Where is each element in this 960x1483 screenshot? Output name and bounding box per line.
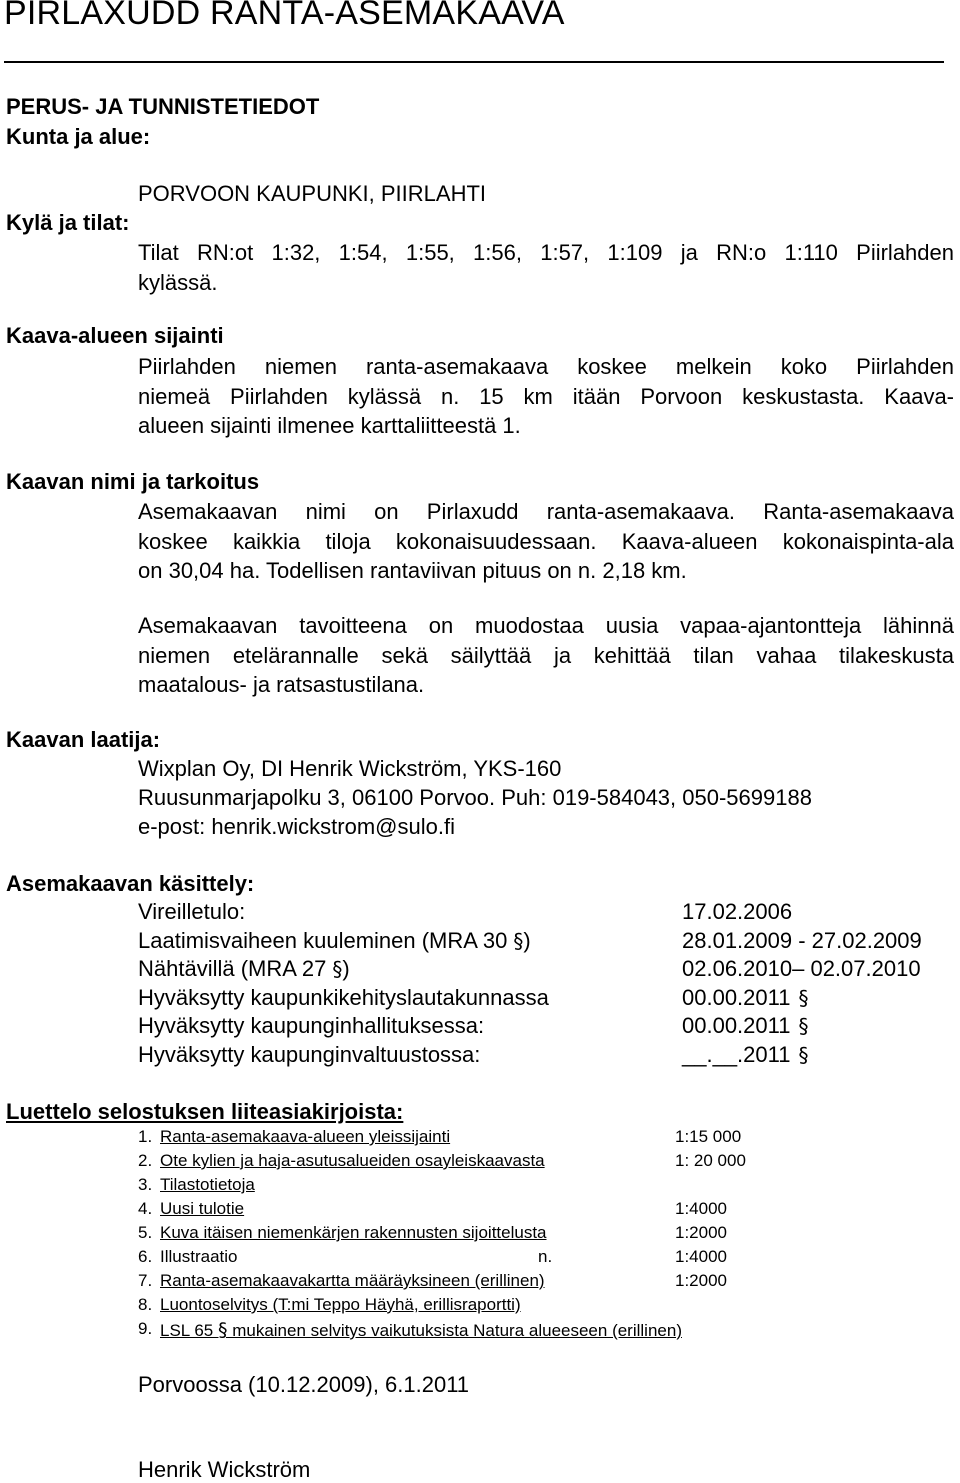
purpose-line: on 30,04 ha. Todellisen rantaviivan pituus on n. 2,18 km. [138, 558, 687, 583]
attachment-title [160, 1319, 682, 1341]
attachments-heading: Luettelo selostuksen liiteasiakirjoista: [6, 1099, 404, 1124]
attachment-title [160, 1247, 237, 1267]
attachment-title-text: Illustraatio [160, 1247, 238, 1266]
attachment-scale: 1:15 000 [675, 1127, 742, 1146]
author-heading: Kaavan laatija: [6, 727, 161, 752]
purpose-line: Asemakaavan tavoitteena on muodostaa uusia vapaa-ajantontteja lähinnä [138, 613, 954, 638]
processing-row-label [138, 956, 350, 982]
section-sign: § [513, 929, 524, 953]
village-label: Kylä ja tilat: [6, 210, 130, 235]
municipality-value: PORVOON KAUPUNKI, PIIRLAHTI [138, 181, 487, 206]
processing-label-text: Laatimisvaiheen kuuleminen (MRA 30 [138, 928, 514, 953]
attachment-title [160, 1223, 547, 1243]
attachment-title [160, 1295, 521, 1315]
processing-label-text: Hyväksytty kaupunginhallituksessa: [138, 1013, 485, 1038]
municipality-label: Kunta ja alue: [6, 124, 151, 149]
attachment-scale: 1: 20 000 [675, 1151, 746, 1170]
page-title: PIRLAXUDD RANTA-ASEMAKAAVA [4, 0, 565, 32]
attachment-scale: 1:2000 [675, 1223, 727, 1242]
location-paragraph [138, 352, 954, 441]
place-date: Porvoossa (10.12.2009), 6.1.2011 [138, 1372, 470, 1397]
purpose-line: maatalous- ja ratsastustilana. [138, 672, 425, 697]
attachment-number: 9. [138, 1319, 153, 1338]
attachment-title [160, 1151, 545, 1171]
attachment-number: 8. [138, 1295, 153, 1314]
attachment-number: 5. [138, 1223, 153, 1242]
section-sign: § [332, 957, 343, 981]
signer-name: Henrik Wickström [138, 1457, 311, 1482]
processing-label-text: Nähtävillä (MRA 27 [138, 956, 333, 981]
processing-row-label [138, 899, 245, 925]
attachment-title [160, 1199, 244, 1219]
location-heading: Kaava-alueen sijainti [6, 323, 224, 348]
attachment-title-text: Tilastotietoja [160, 1175, 255, 1194]
village-value [138, 238, 954, 297]
attachment-title-text: Ote kylien ja haja-asutusalueiden osayleiskaavasta [160, 1151, 545, 1170]
processing-row-date [682, 985, 808, 1011]
processing-row-date [682, 928, 922, 954]
processing-row-date [682, 1013, 808, 1039]
attachment-title-text: Luontoselvitys (T:mi Teppo Häyhä, erillisraportti) [160, 1295, 521, 1314]
processing-date-text: 28.01.2009 - 27.02.2009 [682, 928, 922, 953]
processing-row-label [138, 928, 531, 954]
purpose-line: Asemakaavan nimi on Pirlaxudd ranta-asemakaava. Ranta-asemakaava [138, 499, 954, 524]
purpose-paragraph-1 [138, 497, 954, 586]
attachment-title [160, 1271, 545, 1291]
section-sign: § [217, 1319, 228, 1341]
processing-date-text: 17.02.2006 [682, 899, 793, 924]
attachment-scale: 1:4000 [675, 1247, 727, 1266]
processing-label-end: ) [342, 956, 350, 981]
processing-label-text: Hyväksytty kaupunkikehityslautakunnassa [138, 985, 549, 1010]
section-sign: § [798, 1014, 809, 1038]
attachment-title-text: Kuva itäisen niemenkärjen rakennusten sijoittelusta [160, 1223, 547, 1242]
section-sign: § [798, 1043, 809, 1067]
village-line: kylässä. [138, 269, 218, 295]
attachment-title-text: LSL 65 [160, 1321, 218, 1340]
attachment-number: 7. [138, 1271, 153, 1290]
purpose-heading: Kaavan nimi ja tarkoitus [6, 469, 260, 494]
processing-row-label [138, 1042, 480, 1068]
title-rule [4, 61, 944, 63]
processing-row-date [682, 956, 921, 982]
attachment-note: n. [538, 1247, 553, 1266]
attachment-number: 4. [138, 1199, 153, 1218]
location-line: niemeä Piirlahden kylässä n. 15 km itään Porvoon keskustasta. Kaava- [138, 383, 954, 409]
processing-row-label [138, 985, 549, 1011]
basic-info-heading: PERUS- JA TUNNISTETIEDOT [6, 94, 320, 119]
attachment-number: 6. [138, 1247, 153, 1266]
processing-row-date [682, 899, 792, 925]
processing-date-text: __.__.2011 [682, 1042, 791, 1067]
attachment-scale: 1:2000 [675, 1271, 727, 1290]
processing-label-end: ) [523, 928, 531, 953]
author-name: Wixplan Oy, DI Henrik Wickström, YKS-160 [138, 756, 562, 781]
attachment-scale: 1:4000 [675, 1199, 727, 1218]
location-line: alueen sijainti ilmenee karttaliitteestä 1. [138, 413, 521, 438]
purpose-line: niemen etelärannalle sekä säilyttää ja kehittää tilan vahaa tilakeskusta [138, 642, 954, 668]
section-sign: § [798, 986, 809, 1010]
attachment-number: 3. [138, 1175, 153, 1194]
attachment-title-text: Ranta-asemakaavakartta määräyksineen (erillinen) [160, 1271, 545, 1290]
attachment-title-end: mukainen selvitys vaikutuksista Natura alueeseen (erillinen) [227, 1321, 682, 1340]
author-address: Ruusunmarjapolku 3, 06100 Porvoo. Puh: 019-584043, 050-5699188 [138, 785, 812, 810]
attachment-title [160, 1175, 255, 1195]
purpose-line: koskee kaikkia tiloja kokonaisuudessaan. Kaava-alueen kokonaispinta-ala [138, 528, 954, 554]
purpose-paragraph-2 [138, 611, 954, 700]
processing-row-label [138, 1013, 484, 1039]
processing-row-date [682, 1042, 808, 1068]
attachment-number: 1. [138, 1127, 153, 1146]
processing-label-text: Hyväksytty kaupunginvaltuustossa: [138, 1042, 481, 1067]
location-line: Piirlahden niemen ranta-asemakaava koskee melkein koko Piirlahden [138, 354, 954, 379]
processing-date-text: 02.06.2010– 02.07.2010 [682, 956, 921, 981]
village-line: Tilat RN:ot 1:32, 1:54, 1:55, 1:56, 1:57, 1:109 ja RN:o 1:110 Piirlahden [138, 240, 954, 265]
attachment-title [160, 1127, 450, 1147]
attachment-number: 2. [138, 1151, 153, 1170]
attachment-title-text: Ranta-asemakaava-alueen yleissijainti [160, 1127, 451, 1146]
attachment-title-text: Uusi tulotie [160, 1199, 245, 1218]
processing-heading: Asemakaavan käsittely: [6, 871, 255, 896]
processing-date-text: 00.00.2011 [682, 985, 791, 1010]
author-email: e-post: henrik.wickstrom@sulo.fi [138, 814, 455, 839]
processing-date-text: 00.00.2011 [682, 1013, 791, 1038]
processing-label-text: Vireilletulo: [138, 899, 246, 924]
